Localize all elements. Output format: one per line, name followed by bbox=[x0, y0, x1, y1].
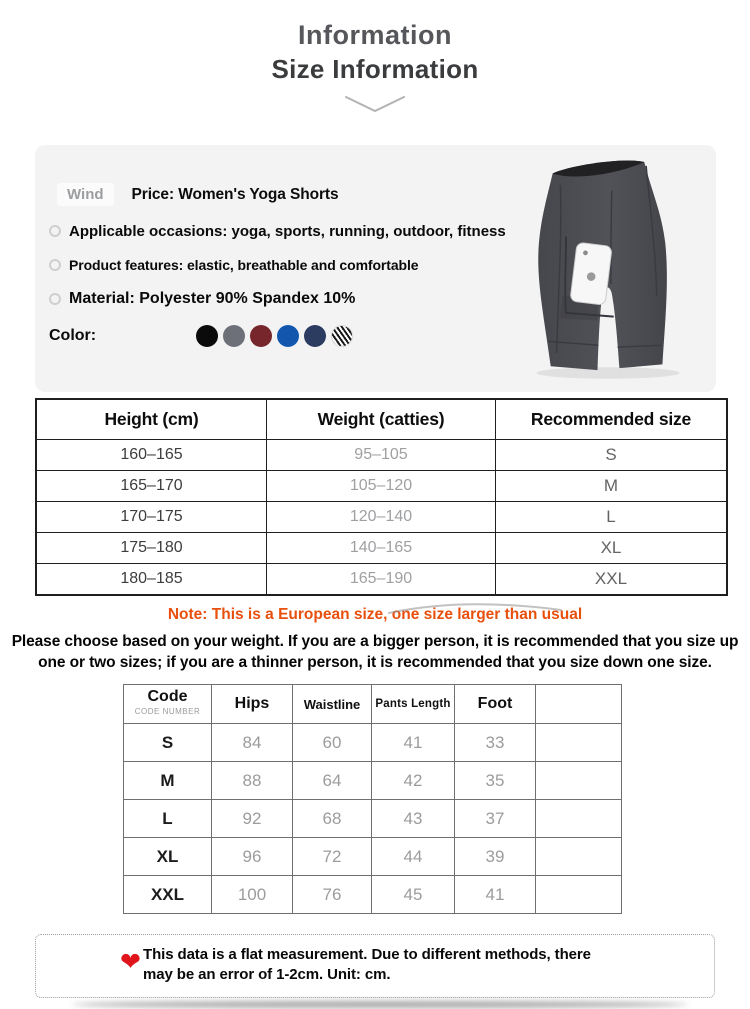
table-row bbox=[36, 533, 727, 564]
code-cell: S bbox=[124, 724, 212, 762]
table-row bbox=[124, 876, 622, 914]
height-cell: 160–165 bbox=[36, 440, 267, 471]
bottom-shadow bbox=[72, 1001, 688, 1008]
features-text: Product features: elastic, breathable and comfortable bbox=[69, 257, 419, 273]
weight-cell: 140–165 bbox=[267, 533, 496, 564]
foot-cell: 35 bbox=[455, 762, 536, 800]
table-row bbox=[124, 762, 622, 800]
foot-cell: 37 bbox=[455, 800, 536, 838]
foot-cell: 41 bbox=[455, 876, 536, 914]
waistline-cell: 64 bbox=[293, 762, 372, 800]
code-cell: XXL bbox=[124, 876, 212, 914]
european-size-note: Note: This is a European size, one size larger than usual bbox=[167, 606, 583, 623]
swatch-black bbox=[196, 325, 218, 347]
hips-cell: 92 bbox=[212, 800, 293, 838]
col-header-code bbox=[124, 685, 212, 724]
pants-length-cell: 42 bbox=[372, 762, 455, 800]
heart-icon: ❤ bbox=[120, 948, 141, 976]
hips-cell: 84 bbox=[212, 724, 293, 762]
col-header-foot: Foot bbox=[455, 685, 536, 724]
product-info-card bbox=[35, 145, 716, 392]
foot-cell: 33 bbox=[455, 724, 536, 762]
table-header-row bbox=[124, 685, 622, 724]
pants-length-cell: 45 bbox=[372, 876, 455, 914]
height-weight-size-table bbox=[35, 398, 728, 596]
code-sub-label: CODE NUMBER bbox=[134, 707, 201, 716]
empty-cell bbox=[536, 800, 622, 838]
empty-cell bbox=[536, 876, 622, 914]
weight-cell: 120–140 bbox=[267, 502, 496, 533]
code-cell: M bbox=[124, 762, 212, 800]
foot-cell: 39 bbox=[455, 838, 536, 876]
bullet-icon bbox=[49, 259, 61, 271]
bullet-icon bbox=[49, 293, 61, 305]
size-cell: XL bbox=[496, 533, 728, 564]
table-row bbox=[124, 800, 622, 838]
color-row bbox=[49, 325, 353, 347]
color-label: Color: bbox=[49, 327, 97, 344]
col-header-pants-length: Pants Length bbox=[372, 685, 455, 724]
swatch-maroon bbox=[250, 325, 272, 347]
swatch-striped bbox=[331, 325, 353, 347]
table-row bbox=[36, 564, 727, 596]
material-text: Material: Polyester 90% Spandex 10% bbox=[69, 290, 356, 307]
hips-cell: 96 bbox=[212, 838, 293, 876]
color-swatches bbox=[196, 325, 353, 347]
col-header-size: Recommended size bbox=[496, 399, 728, 440]
footnote-line-1: This data is a flat measurement. Due to different methods, there bbox=[143, 946, 591, 963]
bullet-features bbox=[49, 255, 418, 275]
table-row bbox=[124, 724, 622, 762]
waistline-cell: 72 bbox=[293, 838, 372, 876]
col-header-waistline: Waistline bbox=[293, 685, 372, 724]
chevron-down-icon bbox=[343, 94, 407, 116]
weight-cell: 165–190 bbox=[267, 564, 496, 596]
advice-line-2: one or two sizes; if you are a thinner person, it is recommended that you size down one size. bbox=[38, 654, 712, 671]
footnote-line-2: may be an error of 1-2cm. Unit: cm. bbox=[143, 966, 391, 983]
hips-cell: 88 bbox=[212, 762, 293, 800]
occasions-text: Applicable occasions: yoga, sports, running, outdoor, fitness bbox=[69, 222, 506, 240]
swatch-gray bbox=[223, 325, 245, 347]
height-cell: 175–180 bbox=[36, 533, 267, 564]
product-title-row bbox=[57, 183, 338, 206]
bullet-occasions bbox=[49, 221, 506, 241]
col-header-empty bbox=[536, 685, 622, 724]
pants-length-cell: 43 bbox=[372, 800, 455, 838]
size-cell: M bbox=[496, 471, 728, 502]
swatch-navy bbox=[304, 325, 326, 347]
footnote-box bbox=[35, 934, 715, 998]
empty-cell bbox=[536, 762, 622, 800]
col-header-hips: Hips bbox=[212, 685, 293, 724]
page-subtitle: Size Information bbox=[271, 54, 479, 84]
sizing-advice bbox=[0, 631, 750, 673]
swatch-blue bbox=[277, 325, 299, 347]
pants-length-cell: 44 bbox=[372, 838, 455, 876]
code-label: Code bbox=[147, 688, 188, 705]
advice-line-1: Please choose based on your weight. If you are a bigger person, it is recommended that you size up bbox=[11, 633, 739, 650]
code-cell: XL bbox=[124, 838, 212, 876]
empty-cell bbox=[536, 724, 622, 762]
bullet-icon bbox=[49, 225, 61, 237]
code-cell: L bbox=[124, 800, 212, 838]
col-header-weight: Weight (catties) bbox=[267, 399, 496, 440]
empty-cell bbox=[536, 838, 622, 876]
pants-length-cell: 41 bbox=[372, 724, 455, 762]
col-header-height: Height (cm) bbox=[36, 399, 267, 440]
weight-cell: 105–120 bbox=[267, 471, 496, 502]
brand-label: Wind bbox=[57, 183, 114, 206]
page-title: Information bbox=[298, 20, 452, 50]
size-cell: S bbox=[496, 440, 728, 471]
height-cell: 180–185 bbox=[36, 564, 267, 596]
table-row bbox=[36, 440, 727, 471]
footnote-text bbox=[143, 945, 591, 985]
waistline-cell: 60 bbox=[293, 724, 372, 762]
table-header-row bbox=[36, 399, 727, 440]
product-image-yoga-shorts bbox=[503, 149, 713, 385]
hips-cell: 100 bbox=[212, 876, 293, 914]
waistline-cell: 76 bbox=[293, 876, 372, 914]
product-title: Price: Women's Yoga Shorts bbox=[131, 185, 339, 203]
size-cell: XXL bbox=[496, 564, 728, 596]
bullet-material bbox=[49, 289, 355, 309]
table-row bbox=[124, 838, 622, 876]
waistline-cell: 68 bbox=[293, 800, 372, 838]
measurements-table bbox=[123, 684, 622, 914]
table-row bbox=[36, 502, 727, 533]
table-row bbox=[36, 471, 727, 502]
height-cell: 170–175 bbox=[36, 502, 267, 533]
size-cell: L bbox=[496, 502, 728, 533]
height-cell: 165–170 bbox=[36, 471, 267, 502]
weight-cell: 95–105 bbox=[267, 440, 496, 471]
